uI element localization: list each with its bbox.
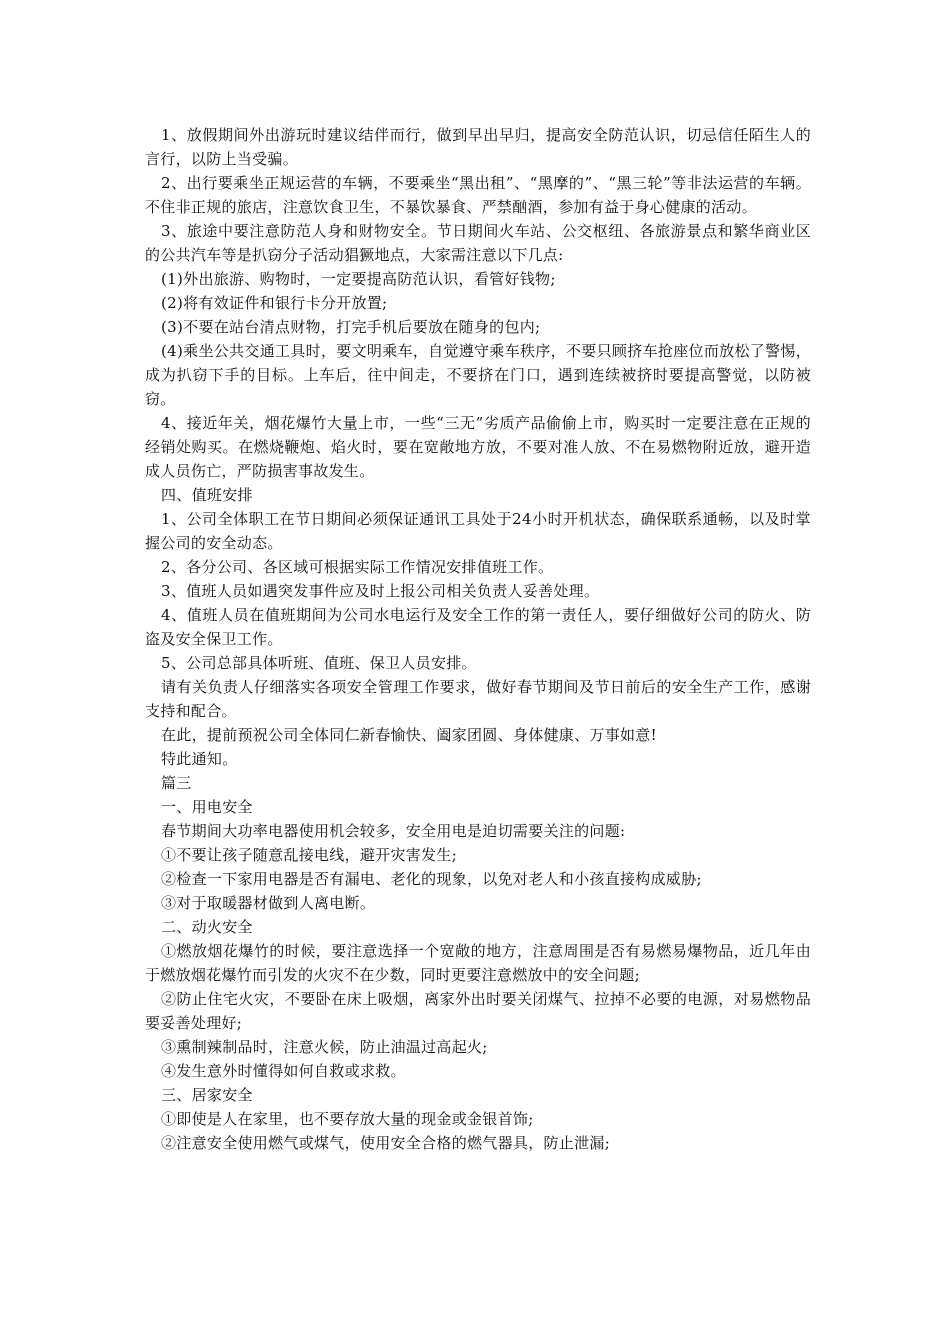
paragraph: 2、各分公司、各区域可根据实际工作情况安排值班工作。 bbox=[161, 558, 554, 576]
section-heading: 一、用电安全 bbox=[161, 798, 253, 816]
section-heading: 四、值班安排 bbox=[161, 486, 253, 504]
paragraph: 3、值班人员如遇突发事件应及时上报公司相关负责人妥善处理。 bbox=[161, 582, 600, 600]
paragraph: (4)乘坐公共交通工具时，要文明乘车，自觉遵守乘车秩序，不要只顾挤车抢座位而放松了警惕，成为扒窃下手的目标。上车后，往中间走，不要挤在门口，遇到连续被挤时要提高警觉，以防被窃。 bbox=[145, 342, 811, 408]
paragraph: (2)将有效证件和银行卡分开放置; bbox=[161, 294, 388, 312]
paragraph: 3、旅途中要注意防范人身和财物安全。节日期间火车站、公交枢纽、各旅游景点和繁华商业区的公共汽车等是扒窃分子活动猖獗地点，大家需注意以下几点: bbox=[145, 222, 811, 264]
paragraph: (1)外出旅游、购物时，一定要提高防范认识，看管好钱物; bbox=[161, 270, 556, 288]
paragraph: ④发生意外时懂得如何自救或求救。 bbox=[161, 1062, 406, 1080]
paragraph: ③对于取暖器材做到人离电断。 bbox=[161, 894, 376, 912]
section-heading: 二、动火安全 bbox=[161, 918, 253, 936]
section-heading: 三、居家安全 bbox=[161, 1086, 253, 1104]
paragraph: ③熏制辣制品时，注意火候，防止油温过高起火; bbox=[161, 1038, 488, 1056]
paragraph: 4、值班人员在值班期间为公司水电运行及安全工作的第一责任人，要仔细做好公司的防火、防盗及安全保卫工作。 bbox=[145, 606, 811, 648]
paragraph: ②防止住宅火灾，不要卧在床上吸烟，离家外出时要关闭煤气、拉掉不必要的电源，对易燃物品要妥善处理好; bbox=[145, 990, 811, 1032]
paragraph: 在此，提前预祝公司全体同仁新春愉快、阖家团圆、身体健康、万事如意! bbox=[161, 726, 657, 744]
paragraph: ②检查一下家用电器是否有漏电、老化的现象，以免对老人和小孩直接构成威胁; bbox=[161, 870, 702, 888]
paragraph: 1、放假期间外出游玩时建议结伴而行，做到早出早归，提高安全防范认识，切忌信任陌生人的言行，以防上当受骗。 bbox=[145, 126, 811, 168]
paragraph: 5、公司总部具体听班、值班、保卫人员安排。 bbox=[161, 654, 477, 672]
paragraph: 1、公司全体职工在节日期间必须保证通讯工具处于24小时开机状态，确保联系通畅，以及时掌握公司的安全动态。 bbox=[145, 510, 811, 552]
paragraph: ①燃放烟花爆竹的时候，要注意选择一个宽敞的地方，注意周围是否有易燃易爆物品，近几年由于燃放烟花爆竹而引发的火灾不在少数，同时更要注意燃放中的安全问题; bbox=[145, 942, 811, 984]
paragraph: 特此通知。 bbox=[161, 750, 238, 768]
paragraph: 2、出行要乘坐正规运营的车辆，不要乘坐“黑出租”、“黑摩的”、“黑三轮”等非法运营的车辆。不住非正规的旅店，注意饮食卫生，不暴饮暴食、严禁酗酒，参加有益于身心健康的活动。 bbox=[145, 174, 811, 216]
paragraph: ①即使是人在家里，也不要存放大量的现金或金银首饰; bbox=[161, 1110, 534, 1128]
paragraph: ②注意安全使用燃气或煤气，使用安全合格的燃气器具，防止泄漏; bbox=[161, 1134, 611, 1152]
paragraph: 4、接近年关，烟花爆竹大量上市，一些“三无”劣质产品偷偷上市，购买时一定要注意在正规的经销处购买。在燃烧鞭炮、焰火时，要在宽敞地方放，不要对准人放、不在易燃物附近放，避开造成人员伤亡，严防损害事故发生。 bbox=[145, 414, 811, 480]
paragraph: 请有关负责人仔细落实各项安全管理工作要求，做好春节期间及节日前后的安全生产工作，感谢支持和配合。 bbox=[145, 678, 811, 720]
paragraph: (3)不要在站台清点财物，打完手机后要放在随身的包内; bbox=[161, 318, 541, 336]
paragraph: 春节期间大功率电器使用机会较多，安全用电是迫切需要关注的问题: bbox=[161, 822, 626, 840]
paragraph: ①不要让孩子随意乱接电线，避开灾害发生; bbox=[161, 846, 458, 864]
document-body bbox=[145, 123, 811, 1155]
section-heading: 篇三 bbox=[161, 774, 192, 792]
